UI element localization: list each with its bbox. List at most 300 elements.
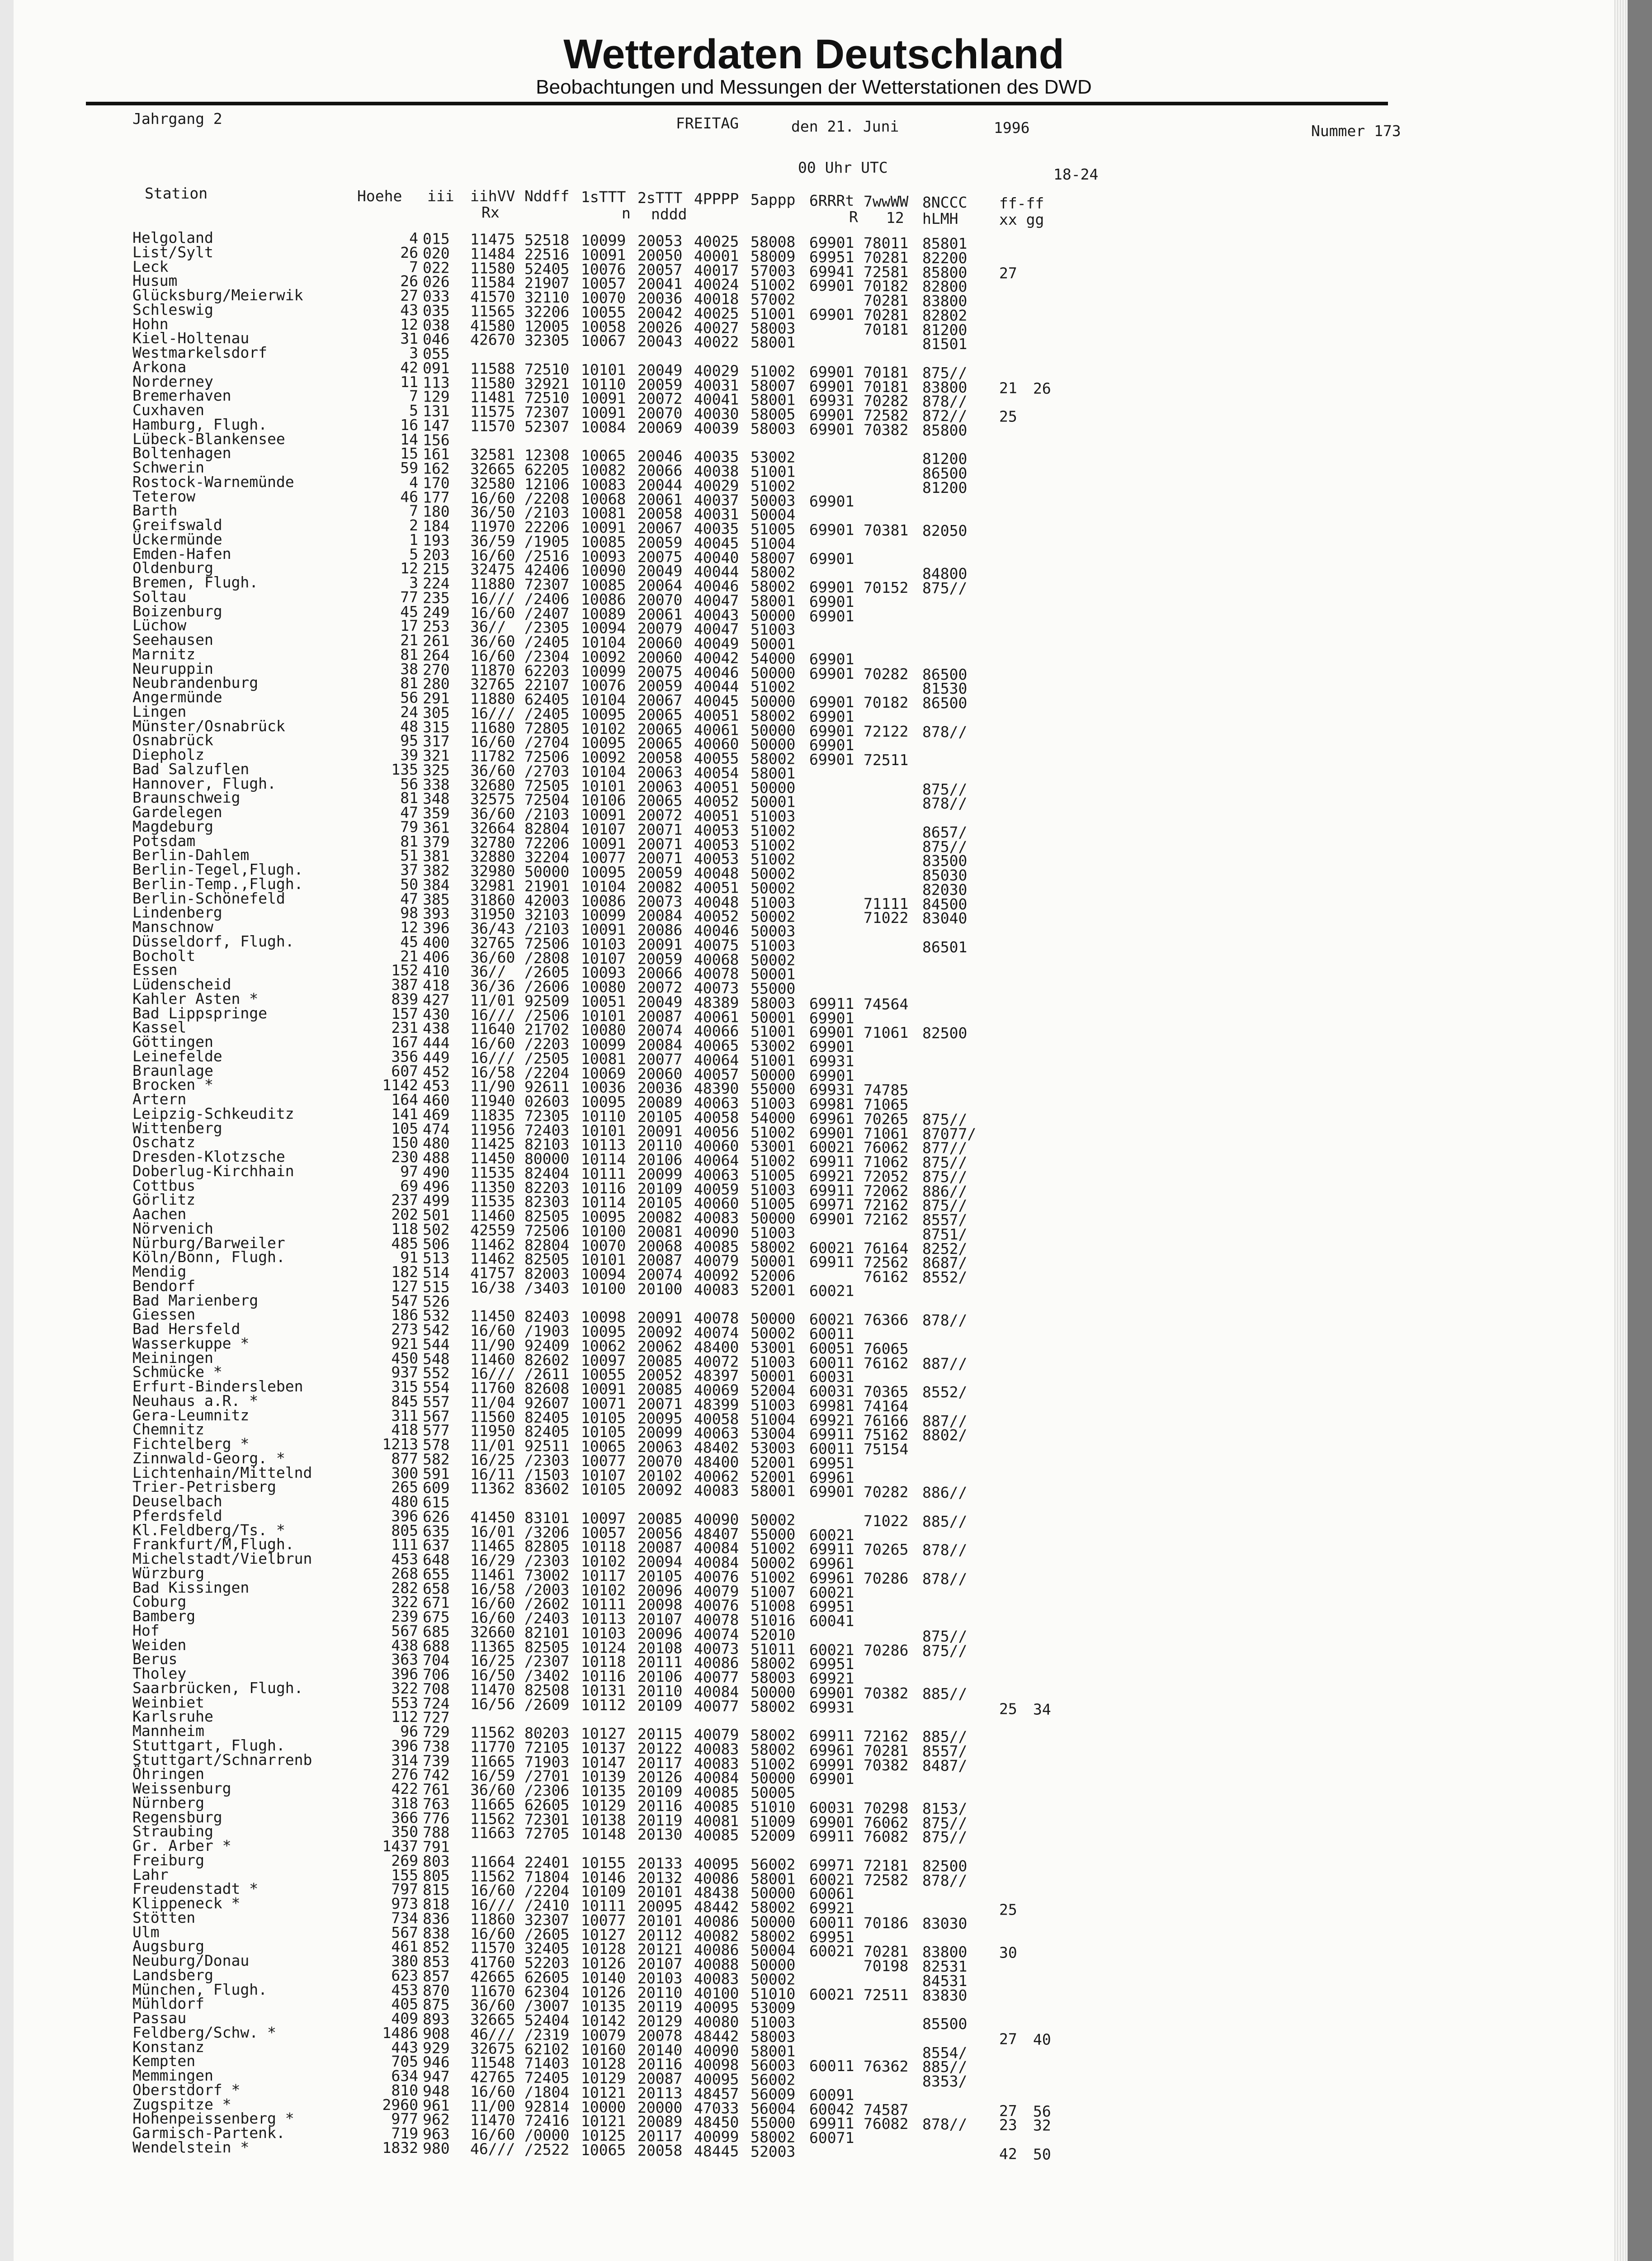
group-nddff: 82804 — [524, 1236, 570, 1254]
station-id: 548 — [423, 1349, 450, 1367]
group-1sttt: 10116 — [581, 1667, 626, 1685]
station-id: 022 — [423, 258, 450, 276]
group-1sttt: 10091 — [581, 404, 626, 421]
group-2sttt: 20095 — [637, 1409, 683, 1427]
group-1sttt: 10110 — [581, 375, 626, 393]
group-5appp: 58003 — [750, 994, 796, 1012]
group-2sttt: 20044 — [637, 476, 683, 494]
station-height: 405 — [391, 1995, 418, 2013]
group-5appp: 51003 — [750, 894, 796, 912]
group-6rrrt: 60042 — [809, 2100, 854, 2118]
group-nddff: 72506 — [524, 747, 570, 766]
station-id: 875 — [423, 1996, 450, 2014]
station-id: 947 — [423, 2067, 450, 2086]
group-6rrrt: 69901 — [809, 492, 854, 510]
group-ihvv: 16/25 — [470, 1651, 515, 1670]
group-6rrrt: 69921 — [809, 1167, 854, 1185]
group-1sttt: 10000 — [581, 2098, 626, 2116]
group-ihvv: 16/50 — [470, 1666, 515, 1684]
group-4pppp: 40025 — [694, 304, 739, 322]
station-name: Gera-Leumnitz — [132, 1406, 250, 1424]
group-7wwww: 70281 — [864, 1943, 909, 1961]
group-6rrrt: 69931 — [809, 1052, 854, 1070]
station-height: 81 — [400, 645, 418, 663]
group-4pppp: 48397 — [694, 1367, 739, 1385]
station-name: Osnabrück — [132, 731, 213, 749]
station-height: 45 — [400, 602, 418, 620]
group-nddff: /2611 — [524, 1365, 570, 1383]
group-5appp: 50000 — [750, 1769, 796, 1787]
group-nddff: 92409 — [524, 1336, 570, 1354]
station-name: Gardelegen — [132, 803, 222, 821]
group-2sttt: 20063 — [637, 777, 683, 795]
group-4pppp: 40076 — [694, 1596, 739, 1614]
station-name: Karlsruhe — [132, 1708, 213, 1726]
group-nddff: /2606 — [524, 977, 570, 995]
group-5appp: 58007 — [750, 377, 796, 395]
group-5appp: 58005 — [750, 405, 796, 423]
group-2sttt: 20096 — [637, 1581, 683, 1599]
group-4pppp: 48442 — [694, 1898, 739, 1916]
station-name: Glücksburg/Meierwik — [132, 286, 303, 304]
group-8nccc: 875// — [922, 780, 968, 798]
group-2sttt: 20049 — [637, 361, 683, 379]
group-4pppp: 40051 — [694, 778, 739, 796]
station-height: 202 — [391, 1206, 418, 1224]
gust-1: 23 — [999, 2116, 1017, 2134]
group-1sttt: 10112 — [581, 1696, 626, 1714]
group-8nccc: 8751/ — [922, 1225, 968, 1243]
station-height: 96 — [400, 1722, 418, 1741]
station-name: Erfurt-Bindersleben — [132, 1377, 303, 1395]
group-7wwww: 72162 — [864, 1727, 909, 1745]
group-5appp: 51005 — [750, 1166, 796, 1184]
group-ihvv: 16/25 — [470, 1451, 515, 1469]
group-5appp: 58003 — [750, 319, 796, 337]
col-iii: iii — [427, 187, 454, 205]
station-id: 567 — [423, 1407, 450, 1425]
station-name: Teterow — [132, 487, 196, 505]
station-height: 182 — [391, 1263, 418, 1281]
group-1sttt: 10093 — [581, 547, 626, 565]
station-height: 48 — [400, 717, 418, 735]
station-name: Bamberg — [132, 1607, 196, 1625]
group-4pppp: 48400 — [694, 1453, 739, 1471]
group-2sttt: 20085 — [637, 1381, 683, 1399]
group-2sttt: 20058 — [637, 505, 683, 523]
station-id: 544 — [423, 1335, 450, 1353]
group-4pppp: 40098 — [694, 2056, 739, 2074]
group-8nccc: 875// — [922, 1814, 968, 1832]
station-id: 626 — [423, 1508, 450, 1526]
station-name: Landsberg — [132, 1966, 213, 1984]
group-7wwww: 76362 — [864, 2058, 909, 2076]
station-height: 38 — [400, 660, 418, 678]
group-ihvv: 11860 — [470, 1910, 515, 1928]
group-6rrrt: 69911 — [809, 1152, 854, 1170]
group-nddff: /2522 — [524, 2140, 570, 2158]
group-4pppp: 40057 — [694, 1065, 739, 1083]
group-2sttt: 20050 — [637, 246, 683, 264]
group-5appp: 51002 — [750, 1123, 796, 1141]
group-ihvv: 16/// — [470, 1049, 515, 1067]
group-1sttt: 10104 — [581, 634, 626, 651]
group-7wwww: 71065 — [864, 1096, 909, 1113]
group-nddff: /2204 — [524, 1882, 570, 1900]
station-name: Chemnitz — [132, 1420, 204, 1438]
group-2sttt: 20058 — [637, 2141, 683, 2159]
group-1sttt: 10095 — [581, 1093, 626, 1111]
station-height: 977 — [391, 2110, 418, 2128]
group-4pppp: 40066 — [694, 1022, 739, 1040]
group-7wwww: 70282 — [864, 392, 909, 410]
group-1sttt: 10126 — [581, 1983, 626, 2001]
group-ihvv: 42670 — [470, 331, 515, 349]
group-8nccc: 8557/ — [922, 1742, 968, 1760]
group-ihvv: 11460 — [470, 1206, 515, 1225]
group-6rrrt: 69901 — [809, 1684, 854, 1702]
station-height: 5 — [409, 545, 418, 563]
group-4pppp: 40061 — [694, 1008, 739, 1026]
station-height: 237 — [391, 1191, 418, 1209]
group-8nccc: 83040 — [922, 909, 968, 927]
group-6rrrt: 69901 — [809, 1483, 854, 1501]
station-height: 1213 — [382, 1435, 418, 1453]
group-5appp: 55000 — [750, 979, 796, 998]
group-8nccc: 85800 — [922, 421, 968, 439]
document-page — [14, 0, 1614, 2261]
group-1sttt: 10117 — [581, 1566, 626, 1585]
station-name: Pferdsfeld — [132, 1506, 222, 1524]
group-6rrrt: 69911 — [809, 1253, 854, 1271]
group-6rrrt: 69901 — [809, 664, 854, 682]
group-5appp: 50002 — [750, 1511, 796, 1529]
group-nddff: 82505 — [524, 1250, 570, 1268]
group-4pppp: 40085 — [694, 1237, 739, 1255]
group-6rrrt: 69911 — [809, 1425, 854, 1443]
group-7wwww: 72181 — [864, 1856, 909, 1874]
group-4pppp: 40046 — [694, 663, 739, 681]
date-label: den 21. Juni — [791, 118, 899, 135]
group-ihvv: 16/60 — [470, 647, 515, 665]
group-nddff: 83602 — [524, 1480, 570, 1498]
station-height: 273 — [391, 1320, 418, 1339]
group-ihvv: 11562 — [470, 1723, 515, 1741]
group-8nccc: 86500 — [922, 464, 968, 482]
station-height: 2960 — [382, 2095, 418, 2114]
group-ihvv: 36/60 — [470, 948, 515, 966]
group-ihvv: 11760 — [470, 1379, 515, 1397]
group-nddff: 32204 — [524, 848, 570, 866]
group-8nccc: 875// — [922, 1828, 968, 1846]
group-6rrrt: 69961 — [809, 1109, 854, 1127]
group-2sttt: 20109 — [637, 1179, 683, 1197]
group-nddff: /2808 — [524, 949, 570, 967]
station-height: 322 — [391, 1593, 418, 1611]
group-7wwww: 70281 — [864, 248, 909, 266]
group-5appp: 52009 — [750, 1826, 796, 1845]
group-2sttt: 20067 — [637, 691, 683, 710]
group-nddff: 71403 — [524, 2054, 570, 2072]
station-name: Husum — [132, 272, 178, 290]
group-ihvv: 16/60 — [470, 1594, 515, 1612]
group-6rrrt: 60011 — [809, 1439, 854, 1457]
station-id: 162 — [423, 459, 450, 478]
group-4pppp: 40084 — [694, 1683, 739, 1701]
station-name: Kiel-Holtenau — [132, 329, 250, 347]
group-ihvv: 41580 — [470, 317, 515, 335]
group-1sttt: 10116 — [581, 1179, 626, 1197]
station-name: Kahler Asten * — [132, 989, 259, 1008]
station-name: Stuttgart/Schnarrenb — [132, 1750, 312, 1769]
issue-number: Nummer 173 — [1311, 122, 1401, 140]
group-5appp: 51003 — [750, 1094, 796, 1112]
station-name: Weiden — [132, 1636, 187, 1654]
group-nddff: 32921 — [524, 374, 570, 393]
group-5appp: 51003 — [750, 937, 796, 955]
group-1sttt: 10077 — [581, 1452, 626, 1470]
station-height: 350 — [391, 1823, 418, 1841]
group-5appp: 58002 — [750, 1726, 796, 1744]
station-name: Freiburg — [132, 1851, 204, 1869]
station-name: Manschnow — [132, 918, 213, 936]
station-name: Bad Hersfeld — [132, 1320, 241, 1338]
group-1sttt: 10085 — [581, 533, 626, 551]
group-ihvv: 36/50 — [470, 503, 515, 521]
group-ihvv: 11535 — [470, 1164, 515, 1182]
group-8nccc: 887// — [922, 1412, 968, 1430]
group-5appp: 58002 — [750, 1238, 796, 1256]
station-id: 235 — [423, 589, 450, 607]
group-5appp: 54000 — [750, 1109, 796, 1127]
group-6rrrt: 69901 — [809, 592, 854, 610]
group-nddff: /1804 — [524, 2083, 570, 2101]
group-4pppp: 40044 — [694, 563, 739, 581]
group-6rrrt: 69901 — [809, 707, 854, 725]
group-nddff: 72405 — [524, 2068, 570, 2086]
station-id: 156 — [423, 430, 450, 449]
group-2sttt: 20116 — [637, 2055, 683, 2073]
group-4pppp: 40073 — [694, 1639, 739, 1657]
group-4pppp: 40099 — [694, 2128, 739, 2146]
col-c8: 5appp — [750, 191, 796, 208]
group-2sttt: 20095 — [637, 1897, 683, 1916]
group-ihvv: 16/60 — [470, 733, 515, 751]
station-height: 91 — [400, 1249, 418, 1267]
group-2sttt: 20087 — [637, 1007, 683, 1025]
group-ihvv: 16/60 — [470, 1925, 515, 1943]
group-4pppp: 48400 — [694, 1338, 739, 1356]
col-c6: 2sTTT — [637, 189, 683, 207]
station-name: Dresden-Klotzsche — [132, 1148, 285, 1165]
group-4pppp: 48390 — [694, 1079, 739, 1097]
group-ihvv: 32980 — [470, 862, 515, 880]
station-height: 3 — [409, 574, 418, 592]
group-nddff: 02603 — [524, 1092, 570, 1110]
group-nddff: 32405 — [524, 1939, 570, 1958]
station-height: 322 — [391, 1679, 418, 1697]
station-id: 305 — [423, 704, 450, 722]
binding-strip — [0, 0, 14, 2261]
group-6rrrt: 60021 — [809, 1282, 854, 1300]
group-nddff: 92611 — [524, 1078, 570, 1096]
group-8nccc: 85800 — [922, 263, 968, 281]
group-ihvv: 36/60 — [470, 762, 515, 780]
group-7wwww: 72062 — [864, 1182, 909, 1200]
station-height: 12 — [400, 315, 418, 333]
group-6rrrt: 69911 — [809, 1181, 854, 1199]
group-nddff: /2605 — [524, 1925, 570, 1943]
station-height: 268 — [391, 1564, 418, 1582]
station-id: 270 — [423, 660, 450, 678]
group-nddff: 52307 — [524, 417, 570, 435]
group-2sttt: 20117 — [637, 1754, 683, 1772]
station-name: Cottbus — [132, 1176, 196, 1194]
station-id: 113 — [423, 373, 450, 391]
group-5appp: 58001 — [750, 592, 796, 610]
group-4pppp: 48389 — [694, 993, 739, 1012]
group-4pppp: 40084 — [694, 1769, 739, 1787]
group-1sttt: 10113 — [581, 1136, 626, 1154]
group-4pppp: 40056 — [694, 1122, 739, 1140]
station-name: Lindenberg — [132, 903, 222, 922]
station-height: 7 — [409, 387, 418, 405]
col-c3: iihVV — [470, 187, 515, 205]
station-id: 818 — [423, 1895, 450, 1913]
group-4pppp: 40076 — [694, 1568, 739, 1586]
group-6rrrt: 69931 — [809, 1698, 854, 1716]
group-1sttt: 10126 — [581, 1954, 626, 1972]
group-1sttt: 10105 — [581, 1423, 626, 1441]
group-nddff: 72105 — [524, 1738, 570, 1756]
group-nddff: /2304 — [524, 647, 570, 665]
group-nddff: 82203 — [524, 1178, 570, 1197]
group-4pppp: 40063 — [694, 1166, 739, 1184]
group-8nccc: 85030 — [922, 866, 968, 885]
group-ihvv: 11664 — [470, 1853, 515, 1871]
group-nddff: /3206 — [524, 1523, 570, 1541]
group-5appp: 51002 — [750, 836, 796, 854]
station-id: 020 — [423, 244, 450, 262]
group-nddff: /3402 — [524, 1666, 570, 1684]
group-ihvv: 16/11 — [470, 1465, 515, 1483]
station-height: 418 — [391, 1421, 418, 1439]
group-1sttt: 10097 — [581, 1351, 626, 1369]
group-1sttt: 10092 — [581, 748, 626, 766]
group-nddff: 92511 — [524, 1437, 570, 1455]
group-6rrrt: 69951 — [809, 1655, 854, 1673]
group-ihvv: 36/60 — [470, 1781, 515, 1799]
group-6rrrt: 69901 — [809, 722, 854, 740]
group-nddff: /2319 — [524, 2025, 570, 2043]
station-height: 1832 — [382, 2138, 418, 2157]
group-2sttt: 20107 — [637, 1610, 683, 1628]
group-5appp: 50001 — [750, 1367, 796, 1385]
group-2sttt: 20102 — [637, 1466, 683, 1485]
group-5appp: 51002 — [750, 678, 796, 696]
group-5appp: 50000 — [750, 606, 796, 624]
station-id: 026 — [423, 273, 450, 291]
group-6rrrt: 69921 — [809, 1669, 854, 1687]
station-name: Seehausen — [132, 631, 213, 648]
group-1sttt: 10065 — [581, 1438, 626, 1455]
group-nddff: /2506 — [524, 1006, 570, 1024]
station-name: Wittenberg — [132, 1119, 222, 1137]
group-4pppp: 40083 — [694, 1970, 739, 1988]
station-name: Saarbrücken, Flugh. — [132, 1679, 303, 1697]
group-7wwww: 75154 — [864, 1440, 909, 1458]
group-7wwww: 72162 — [864, 1211, 909, 1228]
group-6rrrt: 69901 — [809, 377, 854, 395]
station-name: München, Flugh. — [132, 1980, 268, 1998]
group-4pppp: 40095 — [694, 1998, 739, 2016]
group-1sttt: 10091 — [581, 519, 626, 536]
group-4pppp: 40085 — [694, 1797, 739, 1816]
group-6rrrt: 69901 — [809, 420, 854, 438]
group-5appp: 50001 — [750, 965, 796, 983]
station-id: 552 — [423, 1364, 450, 1382]
station-id: 321 — [423, 747, 450, 765]
station-name: Münster/Osnabrück — [132, 717, 285, 735]
group-1sttt: 10080 — [581, 978, 626, 996]
group-2sttt: 20072 — [637, 390, 683, 408]
group-2sttt: 20101 — [637, 1883, 683, 1901]
group-8nccc: 8552/ — [922, 1383, 968, 1401]
group-nddff: 72403 — [524, 1121, 570, 1139]
group-5appp: 51002 — [750, 362, 796, 380]
group-4pppp: 40051 — [694, 807, 739, 825]
station-id: 359 — [423, 804, 450, 822]
group-ihvv: 11/01 — [470, 1436, 515, 1454]
group-4pppp: 40042 — [694, 649, 739, 667]
station-height: 31 — [400, 330, 418, 348]
group-ihvv: 11940 — [470, 1092, 515, 1110]
station-id: 381 — [423, 847, 450, 865]
station-name: Rostock-Warnemünde — [132, 473, 294, 491]
group-ihvv: 16/// — [470, 1364, 515, 1382]
station-id: 490 — [423, 1163, 450, 1181]
group-ihvv: 11460 — [470, 1350, 515, 1368]
group-4pppp: 40077 — [694, 1668, 739, 1686]
station-id: 962 — [423, 2110, 450, 2129]
group-4pppp: 40078 — [694, 1611, 739, 1629]
group-2sttt: 20065 — [637, 792, 683, 810]
station-height: 24 — [400, 703, 418, 721]
group-nddff: 52203 — [524, 1954, 570, 1972]
station-height: 14 — [400, 430, 418, 448]
group-5appp: 51003 — [750, 1396, 796, 1414]
group-ihvv: 16/38 — [470, 1278, 515, 1296]
station-name: Hamburg, Flugh. — [132, 415, 268, 433]
station-height: 56 — [400, 775, 418, 793]
group-1sttt: 10102 — [581, 1552, 626, 1570]
station-height: 2 — [409, 516, 418, 535]
group-ihvv: 11425 — [470, 1135, 515, 1153]
group-5appp: 56002 — [750, 1855, 796, 1873]
group-1sttt: 10085 — [581, 576, 626, 594]
station-height: 1 — [409, 530, 418, 549]
group-7wwww: 72582 — [864, 1871, 909, 1889]
group-5appp: 58002 — [750, 750, 796, 768]
group-5appp: 50004 — [750, 506, 796, 524]
group-7wwww: 71111 — [864, 894, 909, 913]
station-id: 805 — [423, 1866, 450, 1884]
station-name: Oberstdorf * — [132, 2081, 241, 2099]
group-5appp: 58002 — [750, 563, 796, 581]
group-4pppp: 40059 — [694, 1180, 739, 1198]
group-5appp: 51002 — [750, 822, 796, 840]
group-1sttt: 10083 — [581, 475, 626, 493]
